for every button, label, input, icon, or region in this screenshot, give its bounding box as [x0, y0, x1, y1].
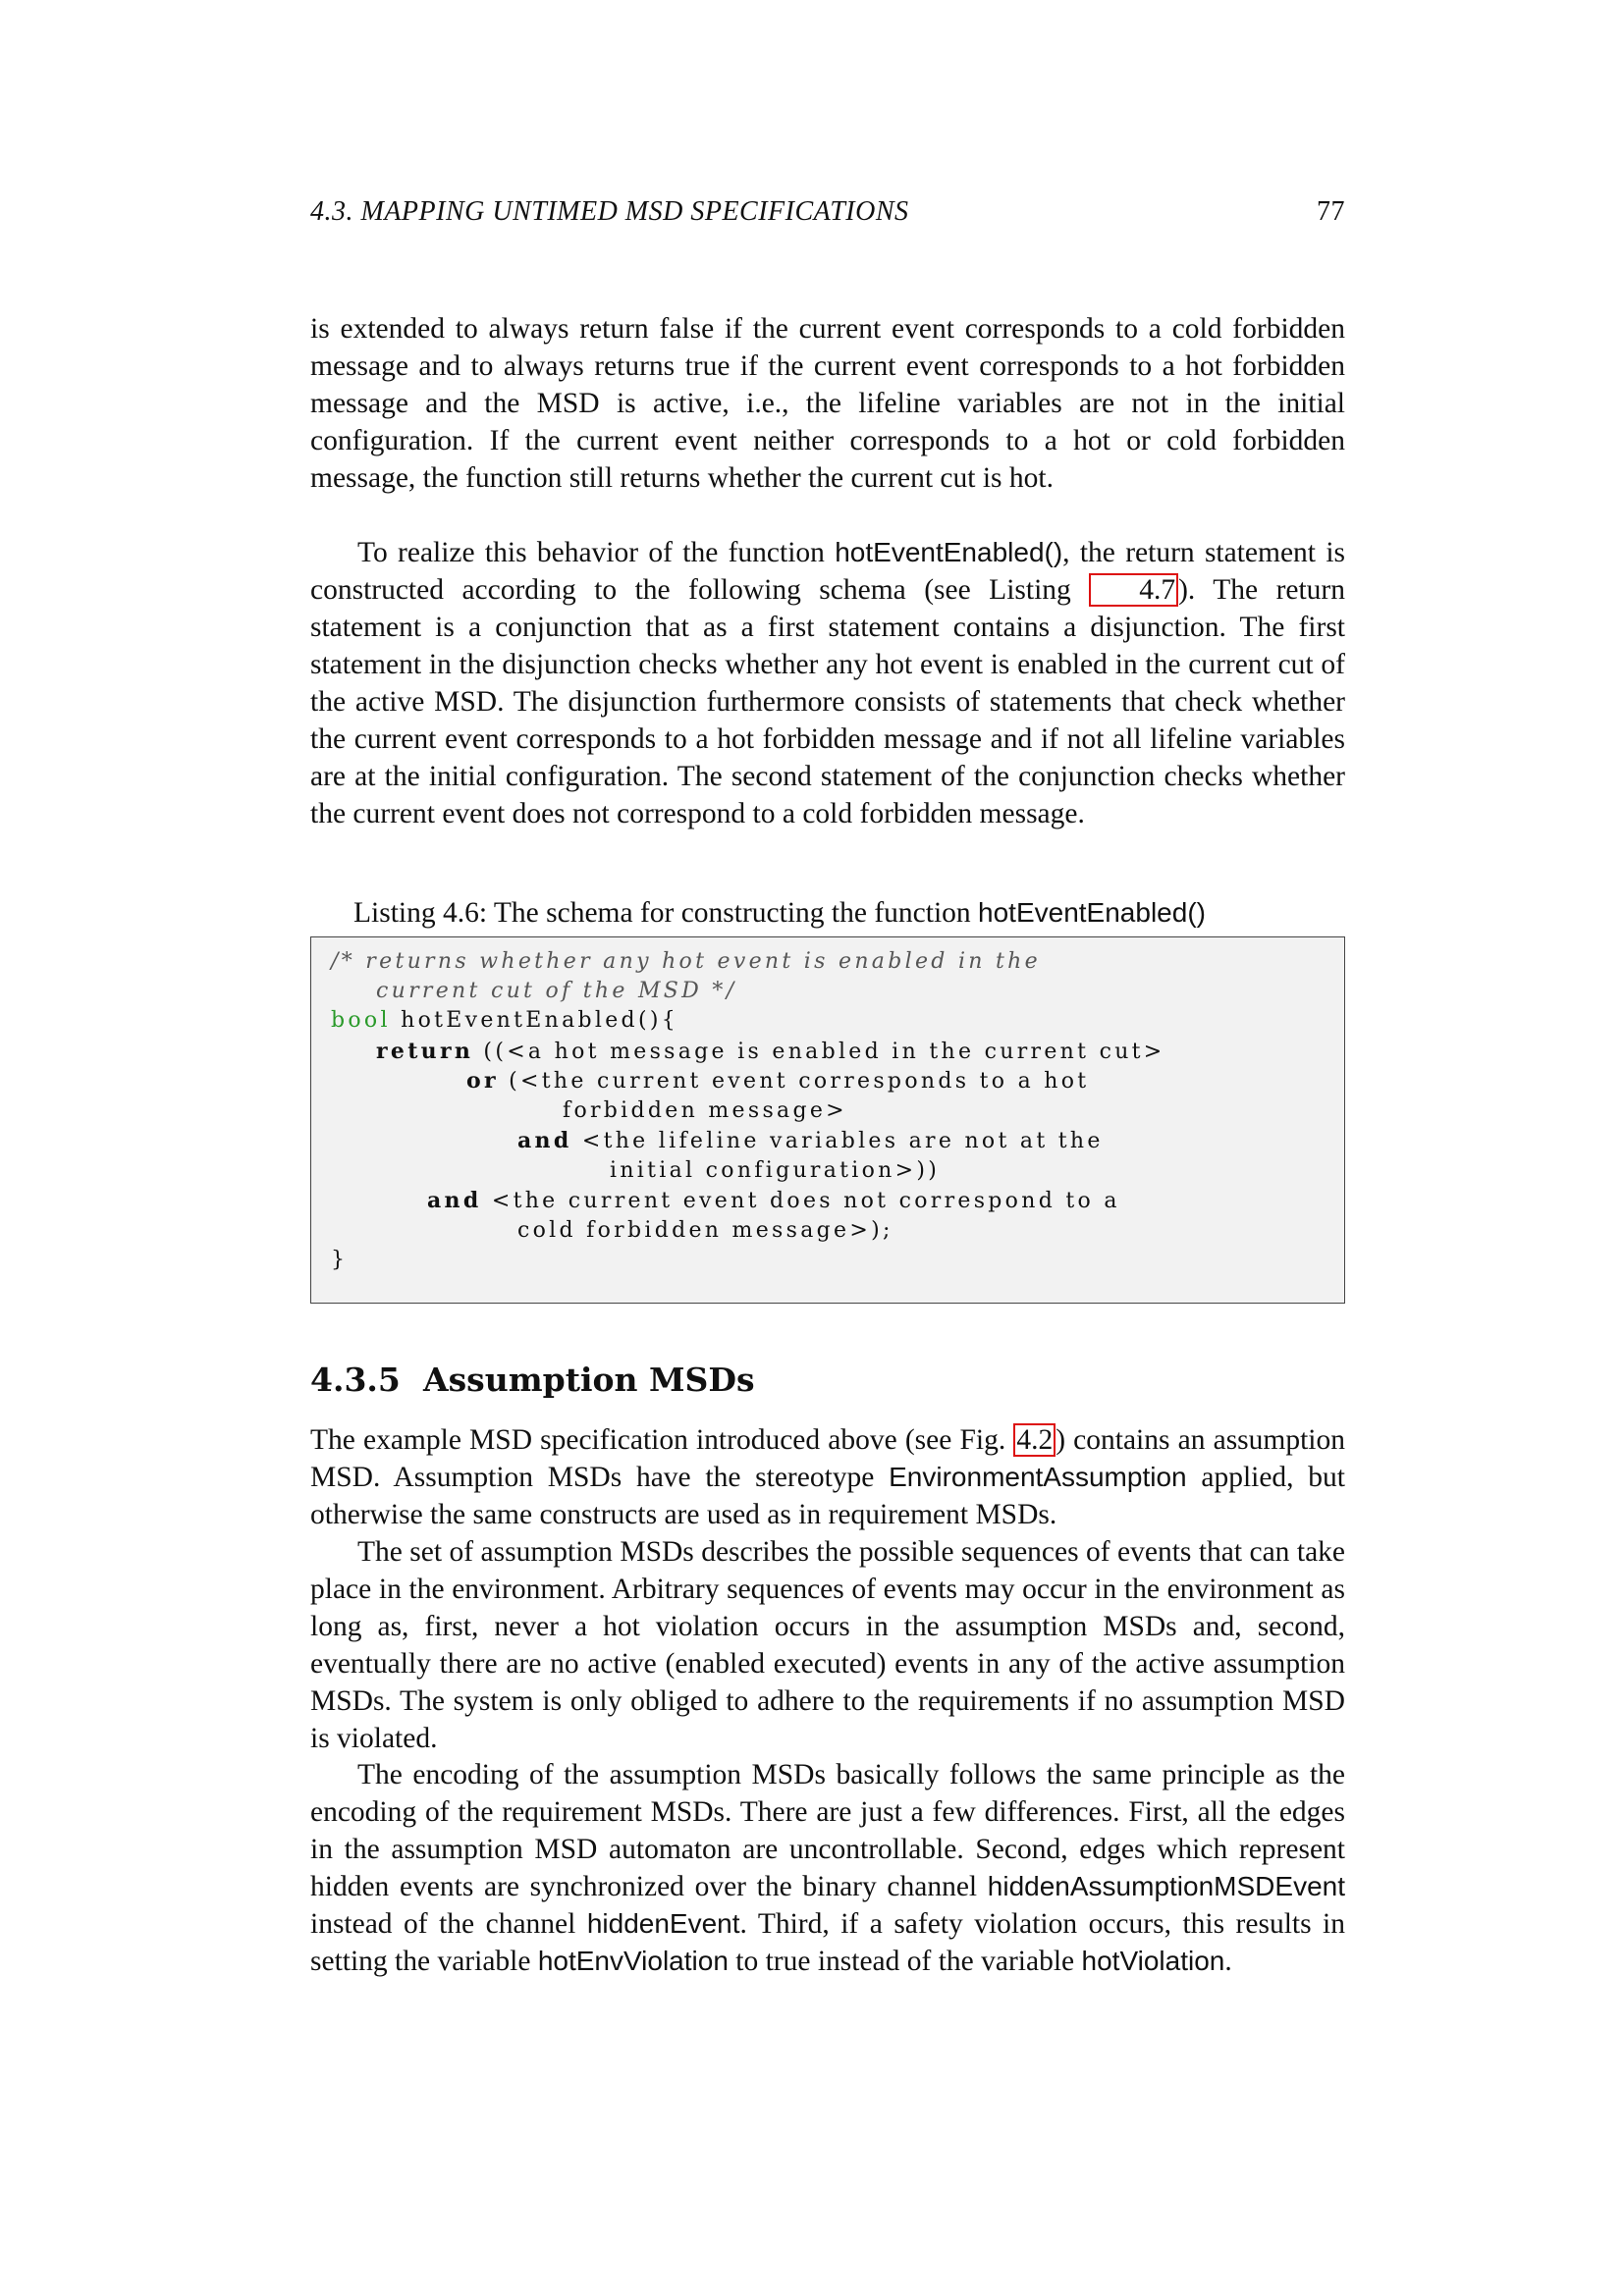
code-keyword-and: and: [427, 1188, 482, 1213]
paragraph-2-text-3: ). The return statement is a conjunction that as a first statement contains a disjunction. The first statement in the disjunction checks whether any hot event is enabled in the current cut of the active MSD. The disjunction furthermore consists of statements that check whether the current event corresponds to a hot forbidden message and if not all lifeline variables are at the initial configuration. The second statement of the conjunction checks whether the current event does not correspond to a cold forbidden message.: [310, 574, 1346, 829]
code-line-9: and <the current event does not correspond to a: [427, 1188, 1120, 1213]
page-number: 77: [1317, 196, 1345, 227]
section-heading: [310, 1361, 755, 1400]
paragraph-4: The set of assumption MSDs describes the possible sequences of events that can take place in the environment. Arbitrary sequences of events may occur in the environment as long as, first, never a hot violation occurs in the assumption MSDs and, second, eventually there are no active (enabled executed) events in any of the active assumption MSDs. The system is only obliged to adhere to the requirements if no assumption MSD is violated.: [310, 1536, 1345, 1754]
inline-code-hiddenEvent: hiddenEvent: [586, 1908, 740, 1939]
paragraph-5: The encoding of the assumption MSDs basically follows the same principle as the encoding of the requirement MSDs. There are just a few differences. First, all the edges in the assumption MSD automaton are uncontrollable. Second, edges which represent hidden events are synchronized over the binary channel hiddenAssumptionMSDEvent instead of the channel hiddenEvent. Third, if a safety violation occurs, this results in setting the variable hotEnvViolation to true instead of the variable hotViolation.: [310, 1759, 1345, 1977]
code-keyword-and: and: [517, 1128, 572, 1153]
code-line-3: bool hotEventEnabled(){: [331, 1008, 679, 1033]
section-number: 4.3.5: [310, 1361, 401, 1399]
code-line-6: forbidden message>: [563, 1098, 847, 1123]
code-line-10: cold forbidden message>);: [517, 1218, 893, 1243]
code-keyword-return: return: [376, 1039, 474, 1064]
paragraph-2-text-1: To realize this behavior of the function: [357, 537, 836, 568]
code-line-2: current cut of the MSD */: [376, 979, 737, 1003]
inline-code-hotViolation: hotViolation: [1081, 1946, 1225, 1976]
paragraph-2-text-2: , the return statement is constructed according to the following schema (see Listing: [310, 537, 1345, 606]
inline-code-hiddenAssumptionMSDEvent: hiddenAssumptionMSDEvent: [987, 1871, 1345, 1901]
code-line-5: or (<the current event corresponds to a hot: [466, 1068, 1090, 1094]
listing-caption-text: Listing 4.6: The schema for constructing the function: [353, 897, 979, 929]
listing-caption: [353, 894, 1206, 932]
listing-reference-link[interactable]: 4.7: [1089, 573, 1178, 607]
inline-code-hotEnvViolation: hotEnvViolation: [537, 1946, 729, 1976]
paragraph-1: is extended to always return false if the current event corresponds to a cold forbidden message and to always returns true if the current event corresponds to a hot forbidden message and the MSD is active, i.e., the lifeline variables are not in the initial configuration. If the current event neither corresponds to a hot or cold forbidden message, the function still returns whether the current cut is hot.: [310, 313, 1345, 494]
running-header: [310, 196, 1345, 228]
listing-caption-code: hotEventEnabled(): [978, 897, 1206, 928]
paragraph-2: [310, 534, 1345, 832]
code-line-4: return ((<a hot message is enabled in the current cut>: [376, 1039, 1165, 1064]
inline-code-hotEventEnabled: hotEventEnabled(): [835, 537, 1063, 567]
code-line-8: initial configuration>)): [610, 1158, 941, 1183]
paragraph-3: The example MSD specification introduced above (see Fig. 4.2 ) contains an assumption MSD. Assumption MSDs have the stereotype EnvironmentAssumption applied, but otherwise the same constructs are used as in requirement MSDs.: [310, 1424, 1345, 1530]
inline-code-EnvironmentAssumption: EnvironmentAssumption: [889, 1462, 1187, 1492]
code-line-11: }: [331, 1248, 349, 1272]
code-listing: [310, 936, 1345, 1304]
running-header-section: 4.3. MAPPING UNTIMED MSD SPECIFICATIONS: [310, 196, 909, 227]
code-line-7: and <the lifeline variables are not at the: [517, 1128, 1104, 1153]
code-keyword-bool: bool: [331, 1008, 391, 1033]
code-line-1: /* returns whether any hot event is enabled in the: [331, 949, 1041, 974]
code-keyword-or: or: [466, 1068, 499, 1094]
section-title: Assumption MSDs: [423, 1361, 755, 1399]
figure-reference-link[interactable]: 4.2: [1013, 1423, 1056, 1457]
